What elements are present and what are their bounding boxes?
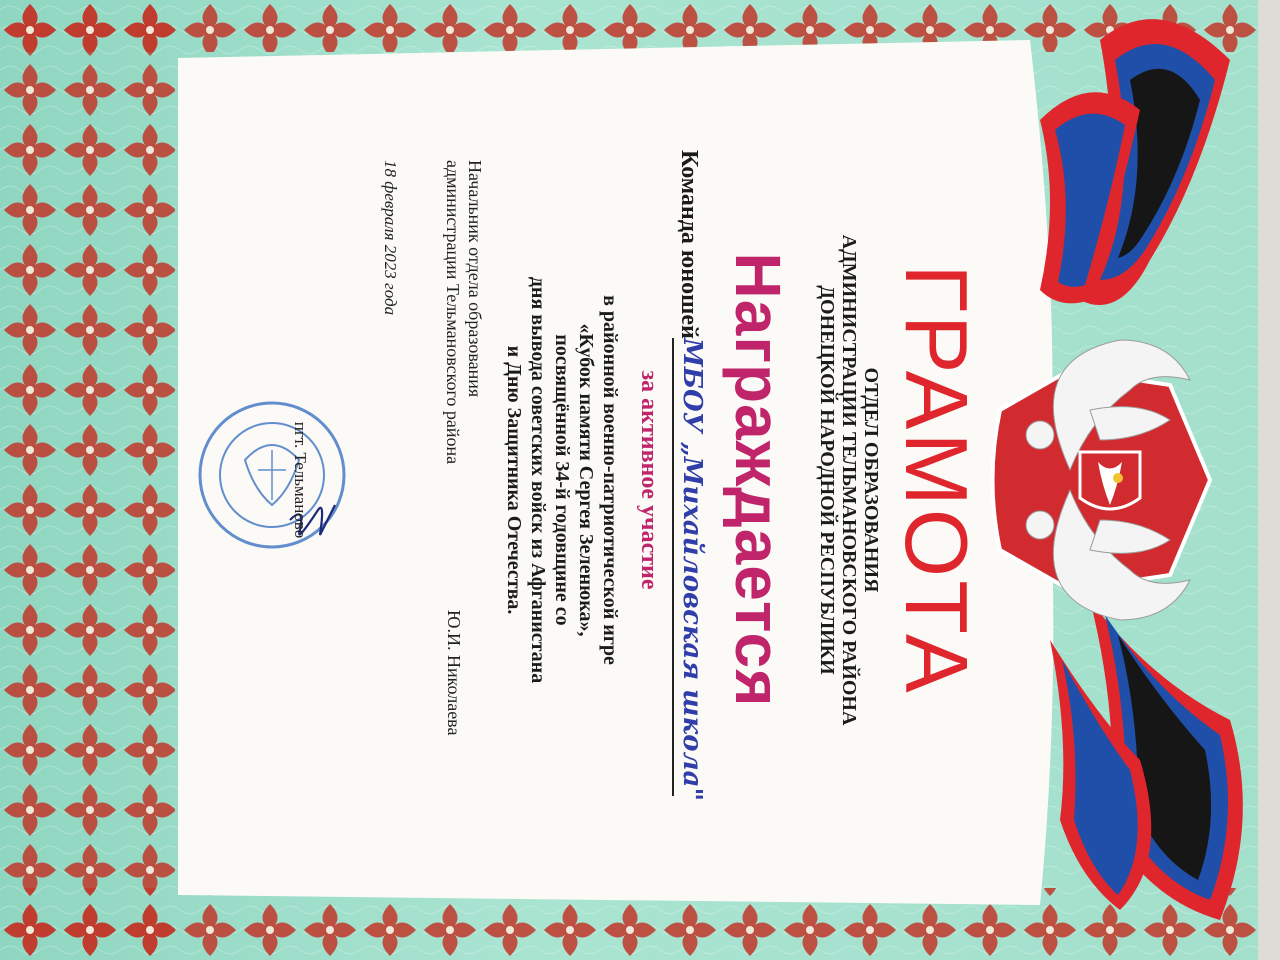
chief-title: Начальник отдела образования администрации Тельмановского района	[443, 160, 485, 465]
issuer-block	[816, 150, 882, 810]
recipient-handwritten: МБОУ „Михайловская школа"	[672, 338, 710, 796]
award-details: в районной военно-патриотической игре «Кубок памяти Сергея Зеленюка», посвящённой 34-й годовщине со дня вывода советских войск из Афганистана и Дню Защитника Отечества.	[503, 276, 621, 684]
certificate-title: ГРАМОТА	[887, 264, 986, 696]
awarded-heading: Награждается	[722, 252, 794, 708]
issue-city: пгт. Тельманово	[291, 421, 310, 539]
recipient-line	[670, 150, 710, 810]
issue-date: 18 февраля 2023 года	[381, 160, 400, 316]
signer-name: Ю.И. Николаева	[444, 610, 464, 736]
issuer-line-1: ОТДЕЛ ОБРАЗОВАНИЯ	[860, 367, 882, 593]
recipient-label: Команда юношей	[676, 150, 702, 339]
award-reason: за активное участие	[636, 370, 662, 590]
issuer-line-3: ДОНЕЦКОЙ НАРОДНОЙ РЕСПУБЛИКИ	[816, 285, 838, 675]
issuer-line-2: АДМИНИСТРАЦИИ ТЕЛЬМАНОВСКОГО РАЙОНА	[838, 234, 860, 726]
